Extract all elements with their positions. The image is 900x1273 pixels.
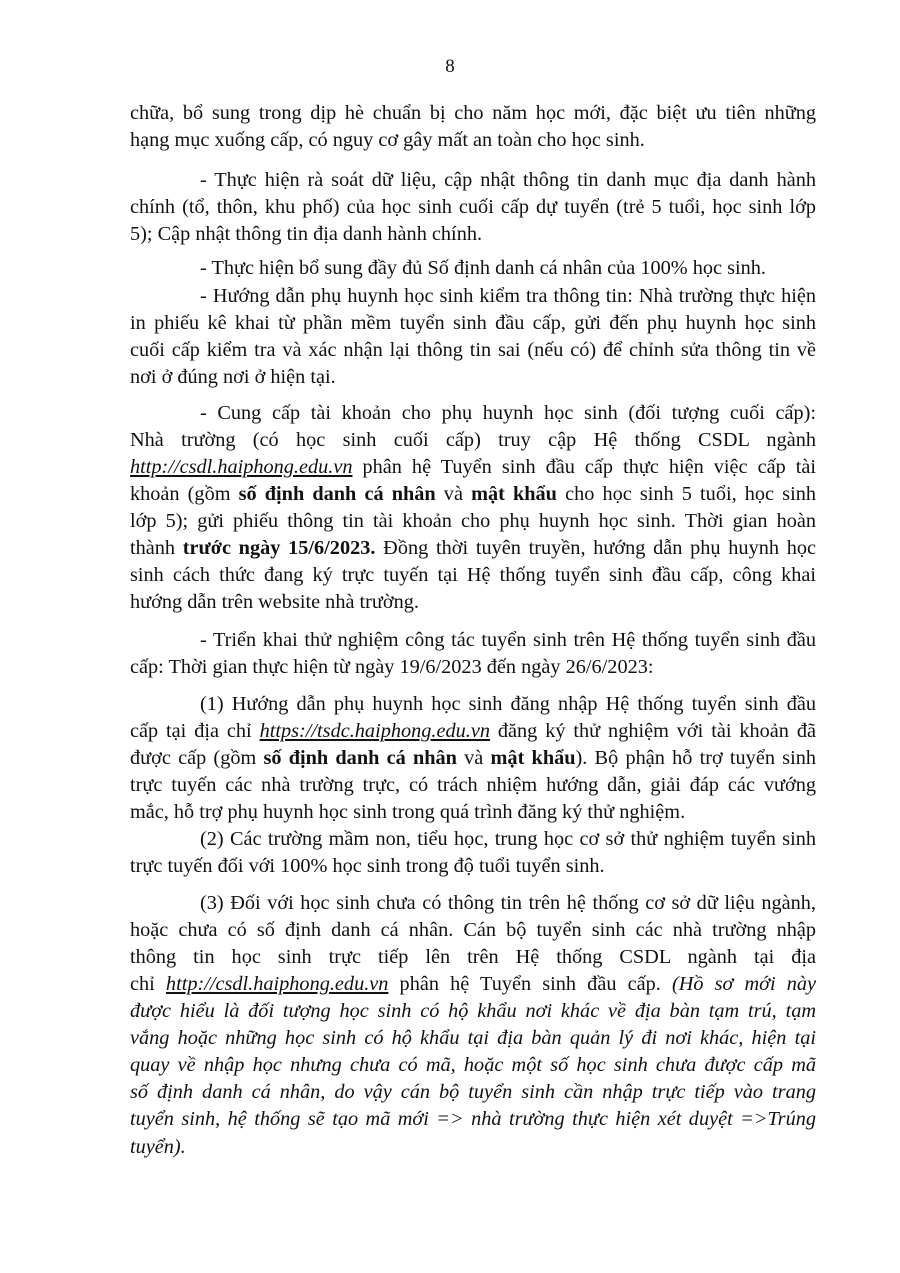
paragraph-4-line bbox=[130, 338, 816, 362]
bold-text: số định danh cá nhân bbox=[238, 483, 436, 505]
paragraph-6-line bbox=[200, 628, 816, 652]
text-run: chữa, bổ sung trong dịp hè chuẩn bị cho năm học mới, đặc biệt ưu tiên những bbox=[130, 102, 816, 124]
paragraph-2-line bbox=[130, 195, 816, 219]
text-run: hạng mục xuống cấp, có nguy cơ gây mất an toàn cho học sinh. bbox=[130, 129, 645, 151]
url-link[interactable]: http://csdl.haiphong.edu.vn bbox=[165, 973, 389, 995]
paragraph-9-line bbox=[130, 918, 816, 942]
text-run: cuối cấp kiểm tra và xác nhận lại thông tin sai (nếu có) để chỉnh sửa thông tin về bbox=[130, 339, 816, 361]
paragraph-4-line bbox=[130, 311, 816, 335]
paragraph-6-line bbox=[130, 655, 816, 679]
text-run: hướng dẫn trên website nhà trường. bbox=[130, 591, 419, 613]
paragraph-9-line bbox=[130, 1026, 816, 1050]
text-run: in phiếu kê khai từ phần mềm tuyển sinh đầu cấp, gửi đến phụ huynh học sinh bbox=[130, 312, 816, 334]
text-run: thông tin học sinh trực tiếp lên trên Hệ thống CSDL ngành tại địa bbox=[130, 946, 816, 968]
paragraph-7-line bbox=[130, 773, 816, 797]
paragraph-5-line bbox=[200, 401, 816, 425]
italic-text: tuyển). bbox=[130, 1136, 186, 1158]
paragraph-1-line bbox=[130, 128, 816, 152]
paragraph-9-line bbox=[130, 1053, 816, 1077]
paragraph-5-line bbox=[130, 428, 816, 452]
text-run: - Hướng dẫn phụ huynh học sinh kiểm tra thông tin: Nhà trường thực hiện bbox=[200, 285, 816, 307]
paragraph-7-line bbox=[130, 746, 816, 770]
bold-text: mật khẩu bbox=[490, 747, 576, 769]
paragraph-4-line bbox=[200, 284, 816, 308]
text-run: - Thực hiện rà soát dữ liệu, cập nhật thông tin danh mục địa danh hành bbox=[200, 169, 816, 191]
text-run: trực tuyến đối với 100% học sinh trong độ tuổi tuyển sinh. bbox=[130, 855, 605, 877]
paragraph-5-line bbox=[130, 509, 816, 533]
paragraph-5-line bbox=[130, 536, 816, 560]
paragraph-3-line bbox=[200, 256, 816, 280]
italic-text: (Hồ sơ mới này bbox=[671, 973, 816, 995]
text-run: chính (tổ, thôn, khu phố) của học sinh cuối cấp dự tuyển (trẻ 5 tuổi, học sinh lớp bbox=[130, 196, 816, 218]
text-run: và bbox=[456, 747, 491, 769]
paragraph-7-line bbox=[200, 692, 816, 716]
text-run: hoặc chưa có số định danh cá nhân. Cán bộ tuyển sinh các nhà trường nhập bbox=[130, 919, 816, 941]
page-number: 8 bbox=[445, 56, 455, 77]
text-run: Đồng thời tuyên truyền, hướng dẫn phụ huynh học bbox=[375, 537, 817, 559]
paragraph-8-line bbox=[200, 827, 816, 851]
text-run: khoản (gồm bbox=[130, 483, 239, 505]
text-run: ). Bộ phận hỗ trợ tuyển sinh bbox=[575, 747, 816, 769]
italic-text: vắng hoặc những học sinh có hộ khẩu tại địa bàn quản lý đi nơi khác, hiện tại bbox=[130, 1027, 816, 1049]
url-link[interactable]: http://csdl.haiphong.edu.vn bbox=[130, 456, 353, 478]
text-run: trực tuyến các nhà trường trực, có trách nhiệm hướng dẫn, giải đáp các vướng bbox=[130, 774, 816, 796]
bold-text: số định danh cá nhân bbox=[263, 747, 457, 769]
paragraph-5-line bbox=[130, 482, 816, 506]
text-run: và bbox=[435, 483, 472, 505]
text-run: Nhà trường (có học sinh cuối cấp) truy cập Hệ thống CSDL ngành bbox=[130, 429, 816, 451]
text-run: (1) Hướng dẫn phụ huynh học sinh đăng nhập Hệ thống tuyển sinh đầu bbox=[200, 693, 816, 715]
text-run: cấp: Thời gian thực hiện từ ngày 19/6/2023 đến ngày 26/6/2023: bbox=[130, 656, 654, 678]
paragraph-7-line bbox=[130, 800, 816, 824]
paragraph-5-line bbox=[130, 563, 816, 587]
text-run: phân hệ Tuyển sinh đầu cấp. bbox=[388, 973, 672, 995]
paragraph-5-line bbox=[130, 590, 816, 614]
italic-text: số định danh cá nhân, do vậy cán bộ tuyển sinh cần nhập trực tiếp vào trang bbox=[130, 1081, 816, 1103]
paragraph-2-line bbox=[130, 222, 816, 246]
text-run: cấp tại địa chỉ bbox=[130, 720, 260, 742]
paragraph-9-line bbox=[130, 1080, 816, 1104]
text-run: - Triển khai thử nghiệm công tác tuyển sinh trên Hệ thống tuyển sinh đầu bbox=[200, 629, 816, 651]
paragraph-9-line bbox=[130, 999, 816, 1023]
text-run: cho học sinh 5 tuổi, học sinh bbox=[556, 483, 816, 505]
text-run: mắc, hỗ trợ phụ huynh học sinh trong quá trình đăng ký thử nghiệm. bbox=[130, 801, 686, 823]
paragraph-9-line bbox=[130, 972, 816, 996]
text-run: thành bbox=[130, 537, 183, 559]
text-run: nơi ở đúng nơi ở hiện tại. bbox=[130, 366, 336, 388]
paragraph-9-line bbox=[130, 1135, 816, 1159]
paragraph-9-line bbox=[200, 891, 816, 915]
text-run: chỉ bbox=[130, 973, 166, 995]
paragraph-9-line bbox=[130, 945, 816, 969]
paragraph-7-line bbox=[130, 719, 816, 743]
text-run: đăng ký thử nghiệm với tài khoản đã bbox=[489, 720, 816, 742]
paragraph-4-line bbox=[130, 365, 816, 389]
url-link[interactable]: https://tsdc.haiphong.edu.vn bbox=[259, 720, 490, 742]
italic-text: được hiểu là đối tượng học sinh có hộ khẩu nơi khác về địa bàn tạm trú, tạm bbox=[130, 1000, 816, 1022]
text-run: lớp 5); gửi phiếu thông tin tài khoản cho phụ huynh học sinh. Thời gian hoàn bbox=[130, 510, 816, 532]
text-run: (3) Đối với học sinh chưa có thông tin trên hệ thống cơ sở dữ liệu ngành, bbox=[200, 892, 816, 914]
text-run: - Cung cấp tài khoản cho phụ huynh học sinh (đối tượng cuối cấp): bbox=[200, 402, 816, 424]
paragraph-9-line bbox=[130, 1107, 816, 1131]
text-run: - Thực hiện bổ sung đầy đủ Số định danh cá nhân của 100% học sinh. bbox=[200, 257, 766, 279]
paragraph-2-line bbox=[200, 168, 816, 192]
text-run: 5); Cập nhật thông tin địa danh hành chính. bbox=[130, 223, 483, 245]
bold-text: mật khẩu bbox=[471, 483, 557, 505]
text-run: (2) Các trường mầm non, tiểu học, trung học cơ sở thử nghiệm tuyển sinh bbox=[200, 828, 816, 850]
paragraph-1-line bbox=[130, 101, 816, 125]
italic-text: tuyển sinh, hệ thống sẽ tạo mã mới => nhà trường thực hiện xét duyệt =>Trúng bbox=[130, 1108, 816, 1130]
text-run: được cấp (gồm bbox=[130, 747, 264, 769]
paragraph-8-line bbox=[130, 854, 816, 878]
text-run: sinh cách thức đang ký trực tuyến tại Hệ thống tuyển sinh đầu cấp, công khai bbox=[130, 564, 816, 586]
paragraph-5-line bbox=[130, 455, 816, 479]
bold-text: trước ngày 15/6/2023. bbox=[182, 537, 376, 559]
italic-text: quay về nhập học nhưng chưa có mã, hoặc một số học sinh chưa được cấp mã bbox=[130, 1054, 816, 1076]
text-run: phân hệ Tuyển sinh đầu cấp thực hiện việc cấp tài bbox=[352, 456, 816, 478]
